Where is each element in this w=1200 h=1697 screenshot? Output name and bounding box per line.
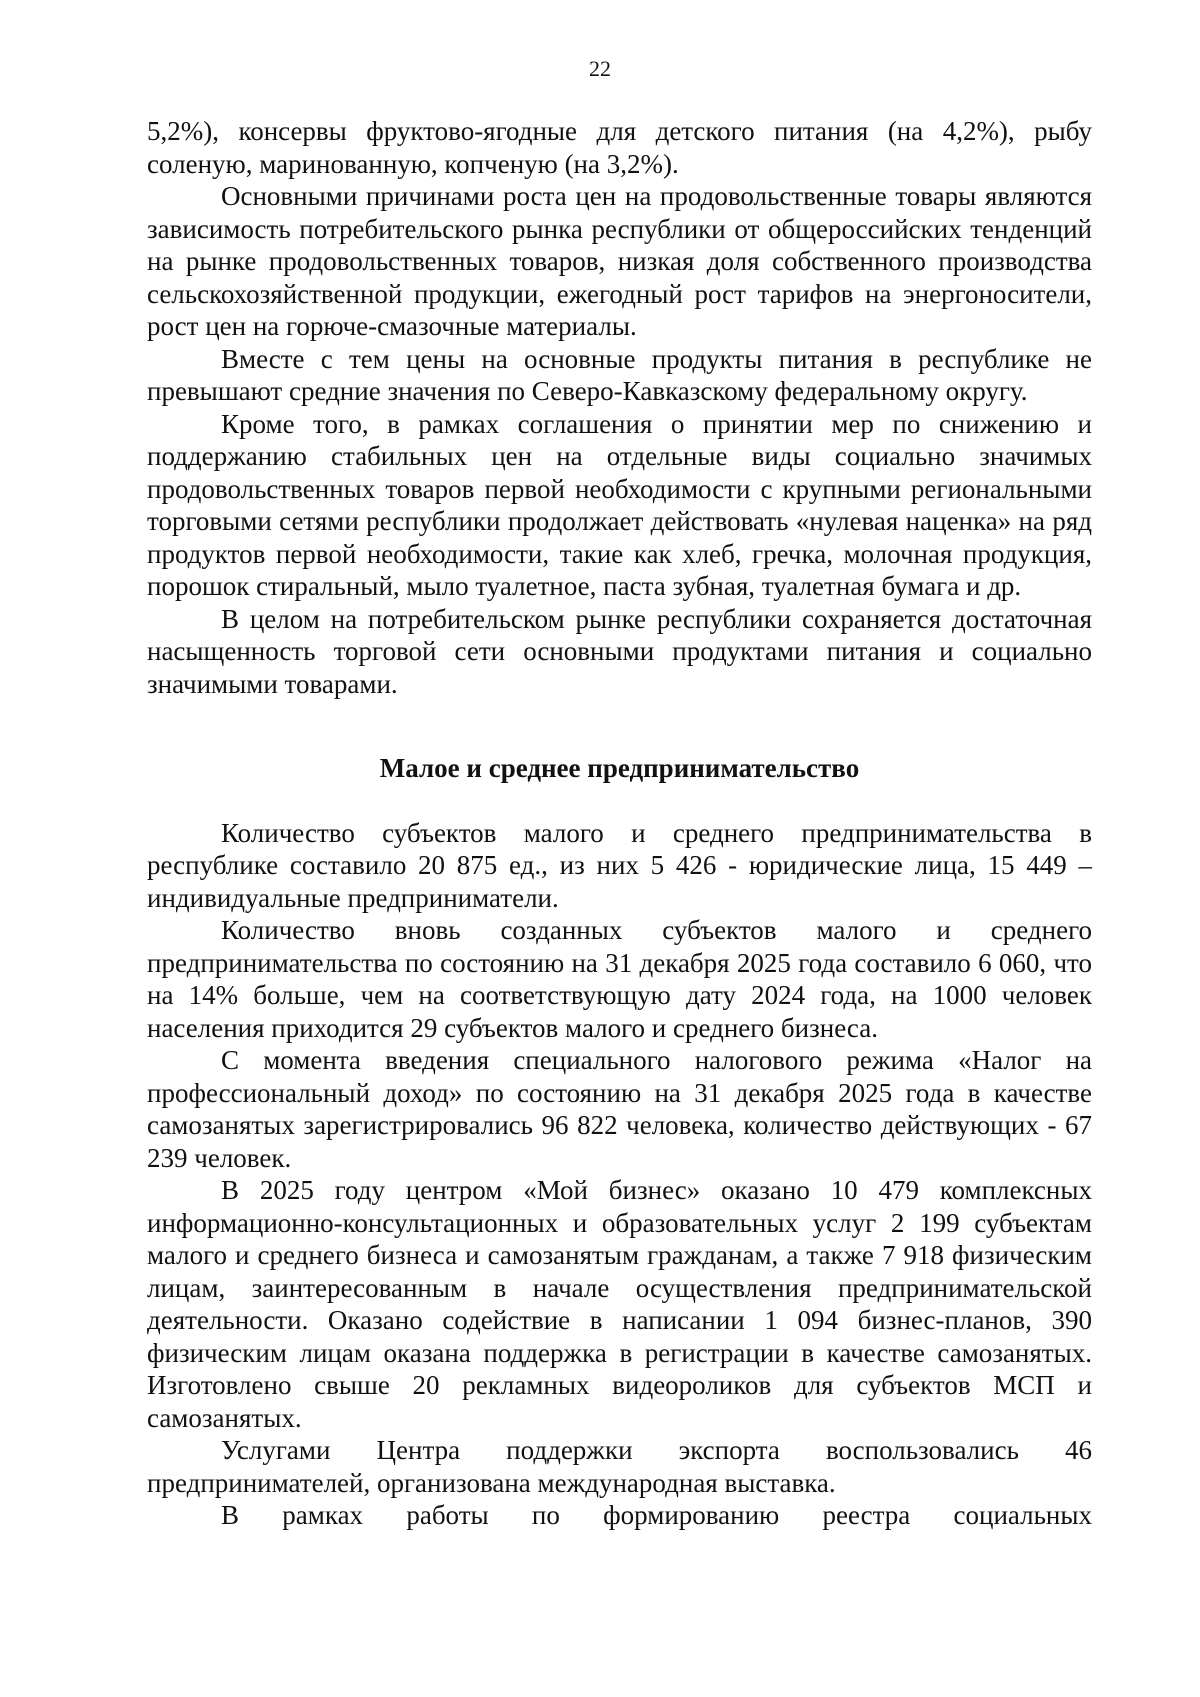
paragraph: В целом на потребительском рынке республики сохраняется достаточная насыщенность торговой сети основными продуктами питания и социально значимыми товарами.	[147, 603, 1092, 699]
paragraph: Основными причинами роста цен на продовольственные товары являются зависимость потребительского рынка республики от общероссийских тенденций на рынке продовольственных товаров, низкая доля собственного производства сельскохозяйственной продукции, ежегодный рост тарифов на энергоносители, рост цен на горюче-смазочные материалы.	[147, 181, 1092, 341]
section-heading: Малое и среднее предпринимательство	[379, 753, 860, 783]
paragraph: Количество вновь созданных субъектов малого и среднего предпринимательства по состоянию на 31 декабря 2025 года составило 6 060, что на 14% больше, чем на соответствующую дату 2024 года, на 1000 человек населения приходится 29 субъектов малого и среднего бизнеса.	[147, 915, 1092, 1043]
document-body	[147, 115, 1092, 1532]
paragraph: Кроме того, в рамках соглашения о принятии мер по снижению и поддержанию стабильных цен на отдельные виды социально значимых продовольственных товаров первой необходимости с крупными региональными торговыми сетями республики продолжает действовать «нулевая наценка» на ряд продуктов первой необходимости, такие как хлеб, гречка, молочная продукция, порошок стиральный, мыло туалетное, паста зубная, туалетная бумага и др.	[147, 408, 1092, 601]
paragraph: 5,2%), консервы фруктово-ягодные для детского питания (на 4,2%), рыбу соленую, маринованную, копченую (на 3,2%).	[147, 116, 1092, 179]
paragraph: С момента введения специального налогового режима «Налог на профессиональный доход» по состоянию на 31 декабря 2025 года в качестве самозанятых зарегистрировались 96 822 человека, количество действующих - 67 239 человек.	[147, 1045, 1092, 1173]
paragraph: Услугами Центра поддержки экспорта воспользовались 46 предпринимателей, организована международная выставка.	[147, 1435, 1092, 1498]
paragraph: В рамках работы по формированию реестра социальных	[221, 1500, 1092, 1530]
paragraph: В 2025 году центром «Мой бизнес» оказано 10 479 комплексных информационно-консультационных и образовательных услуг 2 199 субъектам малого и среднего бизнеса и самозанятым гражданам, а также 7 918 физическим лицам, заинтересованным в начале осуществления предпринимательской деятельности. Оказано содействие в написании 1 094 бизнес-планов, 390 физическим лицам оказана поддержка в регистрации в качестве самозанятых. Изготовлено свыше 20 рекламных видеороликов для субъектов МСП и самозанятых.	[147, 1175, 1092, 1433]
page-number: 22	[589, 56, 611, 81]
paragraph: Вместе с тем цены на основные продукты питания в республике не превышают средние значения по Северо-Кавказскому федеральному округу.	[147, 343, 1092, 406]
paragraph: Количество субъектов малого и среднего предпринимательства в республике составило 20 875 ед., из них 5 426 - юридические лица, 15 449 – индивидуальные предприниматели.	[147, 817, 1092, 913]
